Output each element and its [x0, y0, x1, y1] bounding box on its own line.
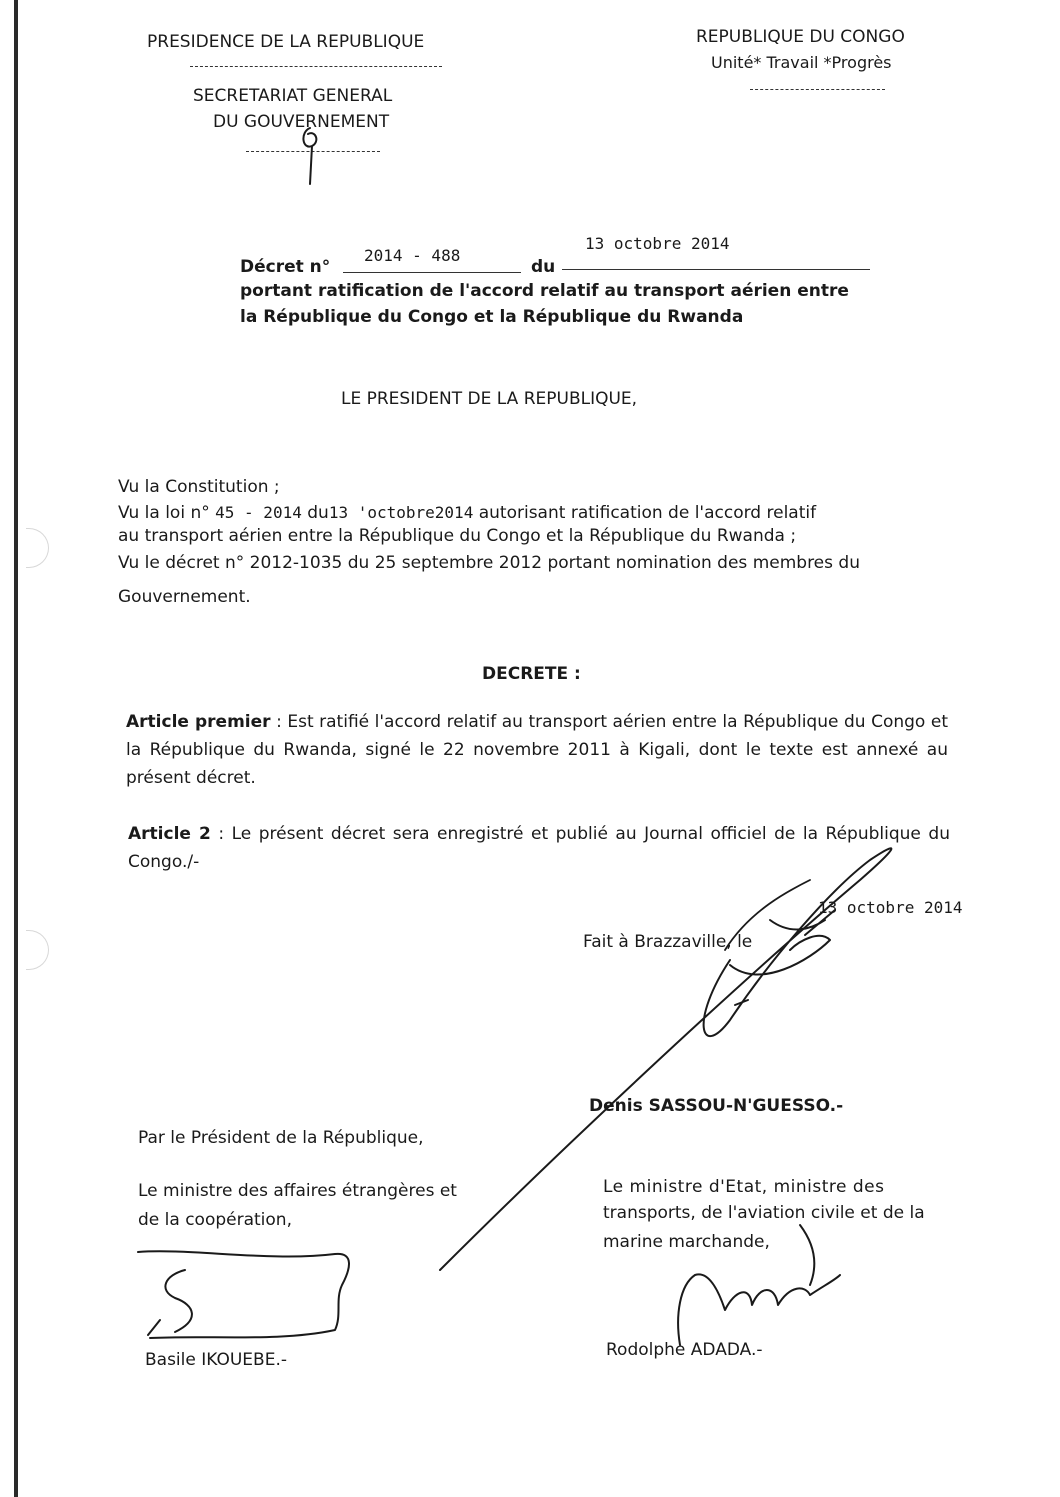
- initials-mark: [290, 120, 330, 190]
- header-divider: [190, 66, 442, 67]
- decree-subject-line2: la République du Congo et la République du Rwanda: [240, 307, 744, 327]
- header-republique: REPUBLIQUE DU CONGO: [696, 27, 905, 47]
- visa-loi: [118, 503, 816, 523]
- right-minister-name: Rodolphe ADADA.-: [606, 1340, 763, 1360]
- right-minister-signature: [640, 1215, 860, 1355]
- visa-decret-line1: Vu le décret n° 2012-1035 du 25 septembre 2012 portant nomination des membres du: [118, 553, 860, 573]
- article-2-text: : Le présent décret sera enregistré et publié au Journal officiel de la République du Congo./-: [128, 824, 950, 872]
- decree-du: du: [531, 257, 556, 277]
- scan-edge-shadow: [14, 0, 18, 1497]
- punch-hole: [26, 528, 49, 568]
- article-2-label: Article 2: [128, 824, 211, 844]
- visa-loi-rest: autorisant ratification de l'accord relatif: [478, 503, 817, 523]
- decree-date-line: [562, 269, 870, 270]
- right-minister-title-1: Le ministre d'Etat, ministre des: [603, 1177, 885, 1197]
- article-premier-text: : Est ratifié l'accord relatif au transport aérien entre la République du Congo et la République du Rwanda, signé le 22 novembre 2011 à Kigali, dont le texte est annexé au présent décret.: [126, 712, 949, 788]
- decree-number-line: [343, 272, 521, 273]
- left-minister-name: Basile IKOUEBE.-: [145, 1350, 287, 1370]
- punch-hole: [26, 930, 49, 970]
- header-motto: Unité* Travail *Progrès: [711, 53, 892, 72]
- visa-loi-du: du: [307, 503, 329, 523]
- header-gouvernement: DU GOUVERNEMENT: [213, 112, 390, 132]
- left-minister-title-2: de la coopération,: [138, 1210, 292, 1230]
- decree-label: Décret n°: [240, 257, 331, 277]
- signing-place: Fait à Brazzaville, le: [583, 932, 753, 952]
- article-premier-label: Article premier: [126, 712, 271, 732]
- visa-loi-prefix: Vu la loi n°: [118, 503, 210, 523]
- header-presidence: PRESIDENCE DE LA REPUBLIQUE: [147, 32, 425, 52]
- decree-number: 2014 - 488: [364, 246, 461, 265]
- right-minister-title-3: marine marchande,: [603, 1232, 770, 1252]
- countersign-intro: Par le Président de la République,: [138, 1128, 424, 1148]
- visa-loi-number: 45 - 2014: [215, 503, 302, 522]
- visa-loi-date: 13 'octobre2014: [328, 503, 474, 522]
- article-premier: [126, 708, 948, 792]
- header-secretariat: SECRETARIAT GENERAL: [193, 86, 393, 106]
- decree-date: 13 octobre 2014: [585, 234, 730, 253]
- issuer-title: LE PRESIDENT DE LA REPUBLIQUE,: [341, 389, 638, 409]
- visa-decret-line2: Gouvernement.: [118, 587, 251, 607]
- decree-subject-line1: portant ratification de l'accord relatif au transport aérien entre: [240, 281, 849, 301]
- visa-loi-line2: au transport aérien entre la République du Congo et la République du Rwanda ;: [118, 526, 797, 546]
- visa-constitution: Vu la Constitution ;: [118, 477, 280, 497]
- header-divider: [750, 89, 885, 90]
- left-minister-title-1: Le ministre des affaires étrangères et: [138, 1181, 457, 1201]
- decrete-heading: DECRETE :: [482, 664, 581, 684]
- president-name: Denis SASSOU-N'GUESSO.-: [589, 1096, 844, 1116]
- right-minister-title-2: transports, de l'aviation civile et de la: [603, 1203, 925, 1223]
- signing-date: 13 octobre 2014: [818, 898, 963, 917]
- left-minister-signature: [130, 1240, 360, 1350]
